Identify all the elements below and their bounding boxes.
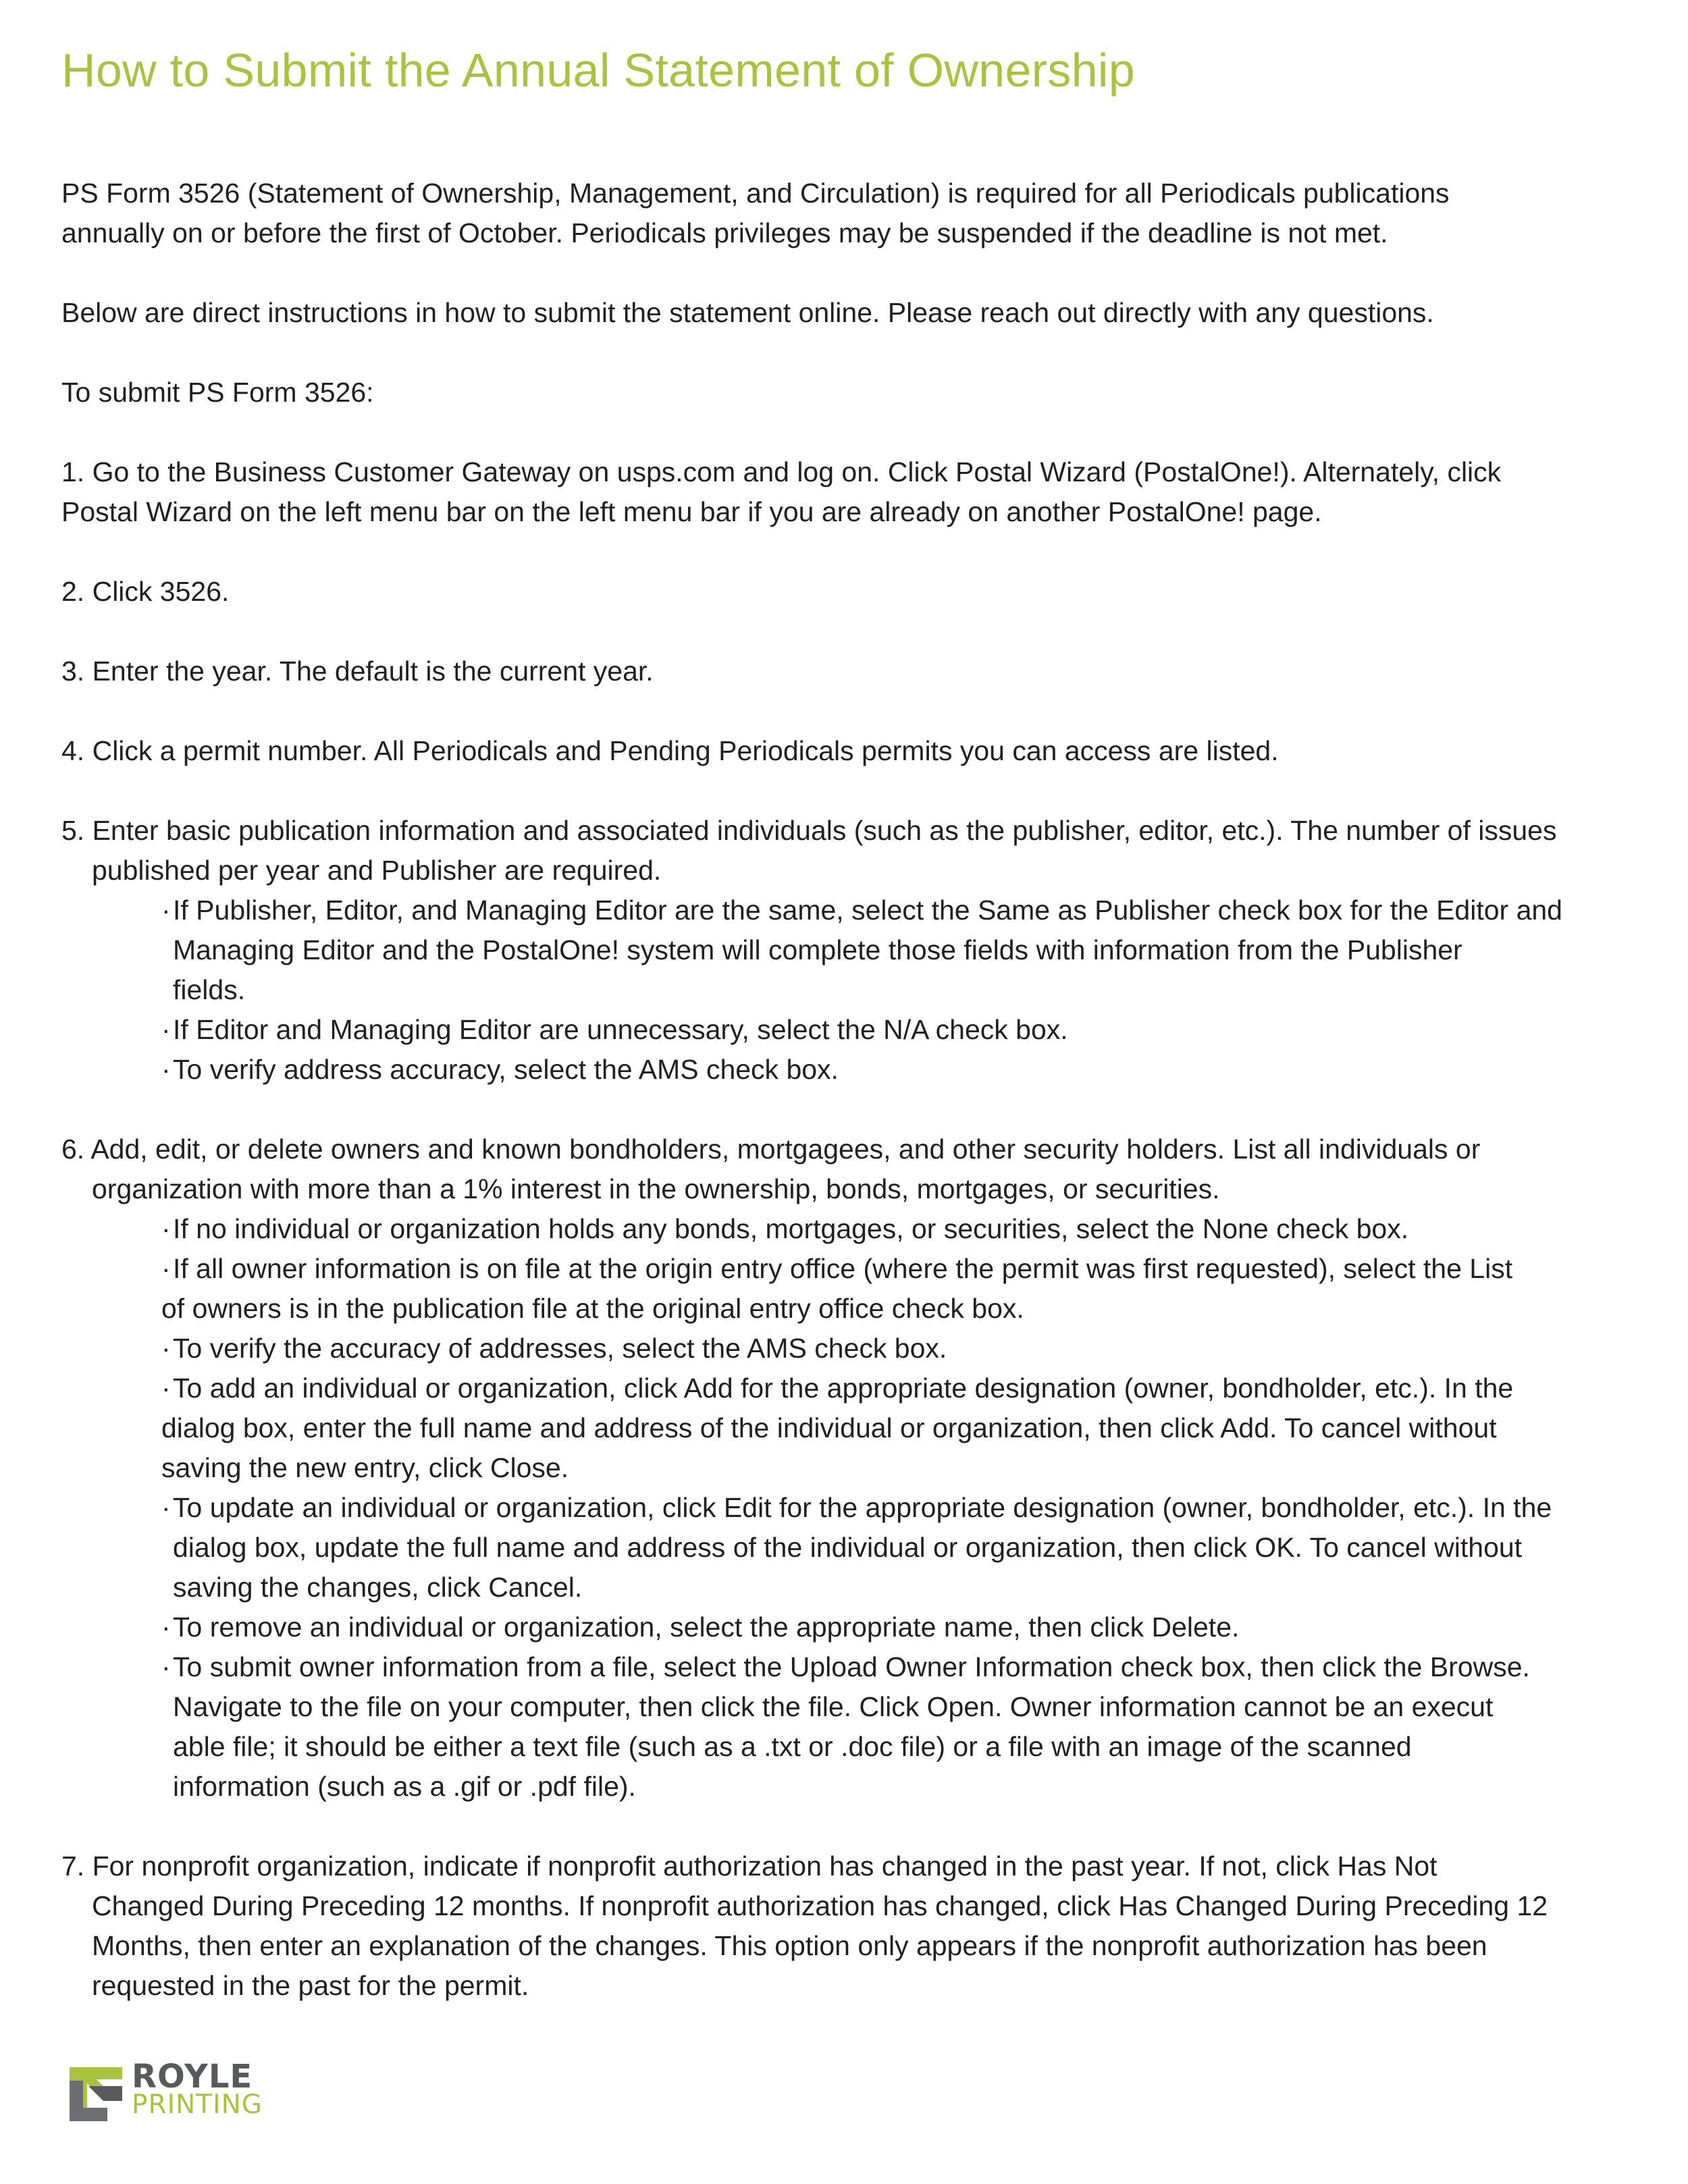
bullet-item xyxy=(61,1607,1641,1647)
intro-paragraph xyxy=(61,174,1641,253)
bullet-marker: · xyxy=(161,1373,171,1404)
step-line: published per year and Publisher are required. xyxy=(92,855,662,886)
bullet-text: If no individual or organization holds any bonds, mortgages, or securities, select the None check box. xyxy=(173,1213,1409,1244)
step-line: 1. Go to the Business Customer Gateway on usps.com and log on. Click Postal Wizard (PostalOne!). Alternately, click xyxy=(61,456,1502,487)
step-line: 6. Add, edit, or delete owners and known bondholders, mortgagees, and other security holders. List all individuals or xyxy=(61,1134,1481,1165)
bullet-marker: · xyxy=(161,1612,171,1643)
bullet-item xyxy=(61,1010,1641,1050)
bullet-marker: · xyxy=(161,1213,171,1244)
bullet-item xyxy=(61,1329,1641,1368)
bullet-text: saving the changes, click Cancel. xyxy=(173,1572,583,1603)
intro-paragraph xyxy=(61,293,1641,333)
bullet-item xyxy=(61,890,1641,1010)
bullet-text: To verify the accuracy of addresses, select the AMS check box. xyxy=(173,1333,947,1364)
intro-paragraph xyxy=(61,373,1641,412)
bullet-marker: · xyxy=(161,1054,171,1085)
step-5 xyxy=(61,811,1641,1090)
step-line: 4. Click a permit number. All Periodicals and Pending Periodicals permits you can access are listed. xyxy=(61,735,1279,766)
step-1 xyxy=(61,452,1641,532)
bullet-text: To verify address accuracy, select the AMS check box. xyxy=(173,1054,839,1085)
bullet-item xyxy=(61,1249,1641,1329)
bullet-text: To submit owner information from a file, select the Upload Owner Information check box, then click the Browse. xyxy=(173,1651,1530,1682)
step-line: 2. Click 3526. xyxy=(61,576,230,607)
logo-wordmark-printing: PRINTING xyxy=(132,2089,263,2120)
bullet-text: of owners is in the publication file at the original entry office check box. xyxy=(161,1293,1024,1324)
logo-wordmark-royle: ROYLE xyxy=(132,2058,253,2096)
step-3 xyxy=(61,651,1641,691)
step-4 xyxy=(61,731,1641,771)
bullet-text: To remove an individual or organization, select the appropriate name, then click Delete. xyxy=(173,1612,1240,1643)
bullet-item xyxy=(61,1209,1641,1249)
bullet-item xyxy=(61,1488,1641,1607)
bullet-item xyxy=(61,1050,1641,1090)
text-line: annually on or before the first of October. Periodicals privileges may be suspended if the deadline is not met. xyxy=(61,217,1388,248)
bullet-text: If Editor and Managing Editor are unnecessary, select the N/A check box. xyxy=(173,1014,1068,1045)
bullet-text: Managing Editor and the PostalOne! system will complete those fields with information from the Publisher xyxy=(173,934,1462,965)
step-line: Changed During Preceding 12 months. If nonprofit authorization has changed, click Has Changed During Preceding 12 xyxy=(92,1890,1548,1921)
text-line: Below are direct instructions in how to submit the statement online. Please reach out directly with any questions. xyxy=(61,297,1434,328)
bullet-marker: · xyxy=(161,1651,171,1682)
step-line: requested in the past for the permit. xyxy=(92,1970,529,2001)
bullet-text: Navigate to the file on your computer, then click the file. Click Open. Owner information cannot be an execut xyxy=(173,1691,1494,1722)
royle-logo-mark-icon xyxy=(70,2067,122,2121)
document-body xyxy=(61,174,1641,2046)
bullet-list xyxy=(61,1209,1641,1807)
bullet-text: If all owner information is on file at the origin entry office (where the permit was first requested), select the List xyxy=(173,1253,1513,1284)
step-line: 7. For nonprofit organization, indicate if nonprofit authorization has changed in the past year. If not, click Has Not xyxy=(61,1850,1438,1882)
bullet-text: To update an individual or organization, click Edit for the appropriate designation (owner, bondholder, etc.). In the xyxy=(173,1492,1552,1523)
bullet-item xyxy=(61,1647,1641,1807)
step-line: 3. Enter the year. The default is the current year. xyxy=(61,656,654,687)
step-line: organization with more than a 1% interest in the ownership, bonds, mortgages, or securities. xyxy=(92,1173,1220,1204)
bullet-text: saving the new entry, click Close. xyxy=(161,1452,569,1483)
step-line: 5. Enter basic publication information and associated individuals (such as the publisher, editor, etc.). The number of issues xyxy=(61,815,1557,846)
bullet-text: information (such as a .gif or .pdf file). xyxy=(173,1771,636,1802)
step-7 xyxy=(61,1846,1641,2006)
bullet-marker: · xyxy=(161,1253,171,1284)
bullet-text: fields. xyxy=(173,974,246,1005)
bullet-marker: · xyxy=(161,1014,171,1045)
text-line: To submit PS Form 3526: xyxy=(61,377,374,408)
step-line: Postal Wizard on the left menu bar on the left menu bar if you are already on another PostalOne! page. xyxy=(61,496,1322,527)
bullet-text: dialog box, enter the full name and address of the individual or organization, then click Add. To cancel without xyxy=(161,1412,1497,1443)
step-line: Months, then enter an explanation of the changes. This option only appears if the nonprofit authorization has been xyxy=(92,1930,1487,1961)
page-title: How to Submit the Annual Statement of Ownership xyxy=(61,44,1135,97)
bullet-text: able file; it should be either a text file (such as a .txt or .doc file) or a file with an image of the scanned xyxy=(173,1731,1412,1762)
royle-printing-logo xyxy=(70,2058,272,2132)
bullet-marker: · xyxy=(161,895,171,926)
bullet-text: If Publisher, Editor, and Managing Editor are the same, select the Same as Publisher check box for the Editor and xyxy=(173,895,1562,926)
step-6 xyxy=(61,1129,1641,1807)
bullet-item xyxy=(61,1368,1641,1488)
bullet-text: To add an individual or organization, click Add for the appropriate designation (owner, bondholder, etc.). In the xyxy=(173,1373,1514,1404)
bullet-list xyxy=(61,890,1641,1090)
step-2 xyxy=(61,572,1641,612)
bullet-marker: · xyxy=(161,1333,171,1364)
bullet-text: dialog box, update the full name and address of the individual or organization, then click OK. To cancel without xyxy=(173,1532,1523,1563)
bullet-marker: · xyxy=(161,1492,171,1523)
text-line: PS Form 3526 (Statement of Ownership, Management, and Circulation) is required for all Periodicals publications xyxy=(61,178,1450,209)
